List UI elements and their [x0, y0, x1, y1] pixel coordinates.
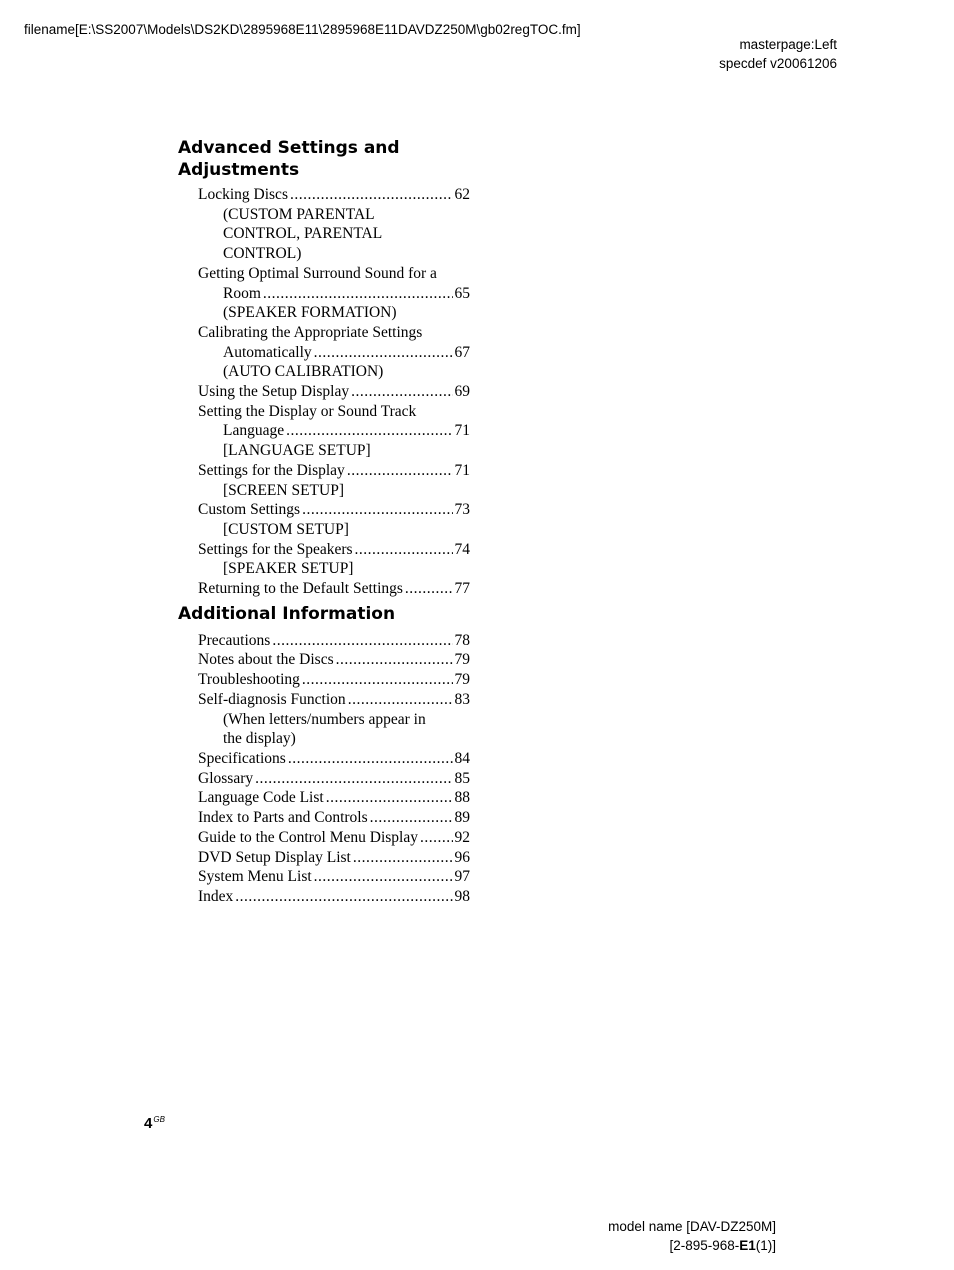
toc-entry-title: Specifications [198, 749, 286, 767]
toc-entry-line [198, 402, 470, 422]
toc-entry-subtitle: (SPEAKER FORMATION) [223, 304, 397, 322]
toc-entry-title: Glossary [198, 769, 254, 787]
dot-leader [290, 185, 453, 205]
toc-entry-line [198, 749, 470, 769]
toc-entry-line [198, 670, 470, 690]
toc-entry-line [198, 323, 470, 343]
toc-page-number: 71 [454, 422, 470, 440]
section-title-line: Additional Information [178, 603, 396, 624]
toc-page-number: 62 [454, 186, 470, 203]
toc-entry[interactable] [178, 848, 470, 868]
toc-entry-subtitle: (AUTO CALIBRATION) [223, 363, 384, 381]
toc-entry[interactable] [178, 631, 470, 651]
toc-page-number: 79 [454, 671, 470, 689]
toc-page-number: 78 [454, 631, 470, 649]
toc-entry-title: Calibrating the Appropriate Settings [198, 323, 423, 341]
dot-leader [255, 769, 452, 789]
toc-entry[interactable] [178, 461, 470, 500]
toc-entry[interactable] [178, 540, 470, 579]
toc-page-number: 92 [454, 828, 470, 846]
dot-leader [288, 749, 453, 769]
section-title [178, 603, 470, 625]
toc-entry[interactable] [178, 670, 470, 690]
toc-page-number: 89 [454, 809, 470, 827]
toc-entry-title: Language Code List [198, 789, 324, 807]
section-title-line: Adjustments [178, 160, 300, 180]
toc-entry[interactable] [178, 402, 470, 461]
toc-entry-line [198, 848, 470, 868]
dot-leader [314, 343, 453, 363]
toc-entry-line [198, 808, 470, 828]
toc-entry[interactable] [178, 500, 470, 539]
toc-page-number: 98 [454, 887, 470, 905]
dot-leader [263, 284, 453, 304]
toc-entry-line [198, 769, 470, 789]
toc-entry-title: Custom Settings [198, 501, 301, 519]
dot-leader [347, 461, 453, 481]
part-number [669, 1238, 776, 1253]
toc-entry-line [198, 421, 470, 441]
toc-entry-line [198, 343, 470, 363]
toc-entry[interactable] [178, 650, 470, 670]
toc-page-number: 83 [454, 690, 470, 708]
toc-entry-title: Settings for the Display [198, 461, 345, 479]
dot-leader [405, 579, 453, 599]
toc-entry[interactable] [178, 323, 470, 382]
dot-leader [336, 650, 453, 670]
toc-entry-line [198, 264, 470, 284]
toc-entry-line [198, 579, 470, 599]
toc-entry-title: Locking Discs [198, 186, 288, 203]
page-number-value: 4 [144, 1115, 153, 1132]
toc-entry[interactable] [178, 887, 470, 907]
toc-entry-line [198, 867, 470, 887]
dot-leader [355, 540, 453, 560]
part-number-suffix: (1)] [755, 1238, 776, 1253]
toc-entry-line [198, 540, 470, 560]
toc-page-number: 69 [454, 383, 470, 401]
toc-entry-title: Setting the Display or Sound Track [198, 402, 417, 420]
toc-page-number: 73 [454, 501, 470, 519]
toc-entry-title: DVD Setup Display List [198, 848, 351, 866]
toc-entry[interactable] [178, 769, 470, 789]
dot-leader [302, 500, 452, 520]
dot-leader [348, 690, 453, 710]
dot-leader [302, 670, 453, 690]
toc-entry[interactable] [178, 264, 470, 323]
dot-leader [272, 631, 452, 651]
toc-entry-line [198, 185, 470, 205]
toc-page-number: 74 [454, 540, 470, 558]
toc-entry-title: Using the Setup Display [198, 383, 350, 401]
section-title [178, 137, 470, 181]
toc-entry-title: Guide to the Control Menu Display [198, 828, 418, 846]
toc-entry-title: Room [223, 284, 261, 302]
toc-entry-title: Language [223, 422, 285, 440]
toc-entry-line [198, 284, 470, 304]
toc-page-number: 77 [454, 580, 470, 598]
specdef-header: specdef v20061206 [719, 56, 837, 71]
toc-entry-title: Automatically [223, 343, 312, 361]
masterpage-header: masterpage:Left [739, 37, 837, 52]
toc-entry[interactable] [178, 828, 470, 848]
toc-entry-subtitle: [CUSTOM SETUP] [223, 520, 349, 538]
toc-entry-line [198, 382, 470, 402]
dot-leader [326, 788, 453, 808]
toc-entry-subtitle: [SPEAKER SETUP] [223, 560, 354, 578]
toc-entry-title: Settings for the Speakers [198, 540, 353, 558]
toc-entry-line [198, 461, 470, 481]
dot-leader [286, 421, 452, 441]
toc-entry-title: Notes about the Discs [198, 651, 334, 669]
dot-leader [370, 808, 453, 828]
dot-leader [353, 848, 453, 868]
dot-leader [235, 887, 452, 907]
toc-page-number: 71 [454, 461, 470, 479]
toc-page-number: 97 [454, 868, 470, 886]
filename-header: filename[E:\SS2007\Models\DS2KD\2895968E11\2895968E11DAVDZ250M\gb02regTOC.fm] [24, 22, 581, 37]
toc-page-number: 79 [454, 651, 470, 669]
toc-entry-subtitle: [SCREEN SETUP] [223, 481, 344, 499]
page-number [144, 1115, 165, 1132]
toc-page-number: 65 [454, 284, 470, 302]
toc-page-number: 84 [454, 749, 470, 767]
toc-entry[interactable] [178, 808, 470, 828]
toc-page-number: 85 [454, 769, 470, 787]
part-number-bold: E1 [739, 1238, 756, 1253]
toc-entry-subtitle: CONTROL) [223, 245, 302, 263]
toc-entry[interactable] [178, 867, 470, 887]
toc-entry-subtitle: (CUSTOM PARENTAL [223, 205, 375, 223]
page-number-suffix: GB [153, 1115, 165, 1124]
toc-page-number: 96 [454, 848, 470, 866]
toc-entry[interactable] [178, 579, 470, 599]
toc-entry[interactable] [178, 382, 470, 402]
part-number-prefix: [2-895-968- [669, 1238, 740, 1253]
toc-entry-line [198, 690, 470, 710]
section-title-line: Advanced Settings and [178, 138, 400, 158]
toc-entry-title: Getting Optimal Surround Sound for a [198, 264, 437, 282]
toc-entry[interactable] [178, 749, 470, 769]
toc-entry-subtitle: CONTROL, PARENTAL [223, 225, 383, 243]
toc-entry[interactable] [178, 690, 470, 749]
dot-leader [351, 382, 452, 402]
toc-entry-line [198, 650, 470, 670]
toc-entry-subtitle: (When letters/numbers appear in [223, 710, 426, 728]
toc-entry-title: Returning to the Default Settings [198, 580, 403, 598]
toc-entry-title: Self-diagnosis Function [198, 690, 346, 708]
toc-entry-title: Index to Parts and Controls [198, 809, 368, 827]
toc-entry[interactable] [178, 788, 470, 808]
dot-leader [314, 867, 453, 887]
toc-entry[interactable] [178, 185, 470, 264]
toc-entry-line [198, 788, 470, 808]
toc-entry-title: Troubleshooting [198, 671, 300, 689]
toc-entry-line [198, 500, 470, 520]
toc-entry-line [198, 631, 470, 651]
toc-entry-subtitle: [LANGUAGE SETUP] [223, 442, 371, 460]
toc-page-number: 88 [454, 789, 470, 807]
model-name: model name [DAV-DZ250M] [608, 1219, 776, 1234]
toc-entry-subtitle: the display) [223, 730, 296, 748]
dot-leader [420, 828, 453, 848]
toc-entry-title: Precautions [198, 631, 271, 649]
table-of-contents [178, 137, 470, 907]
toc-page-number: 67 [454, 343, 470, 361]
toc-entry-line [198, 828, 470, 848]
toc-entry-line [198, 887, 470, 907]
toc-entry-title: System Menu List [198, 868, 312, 886]
toc-entry-title: Index [198, 887, 234, 905]
